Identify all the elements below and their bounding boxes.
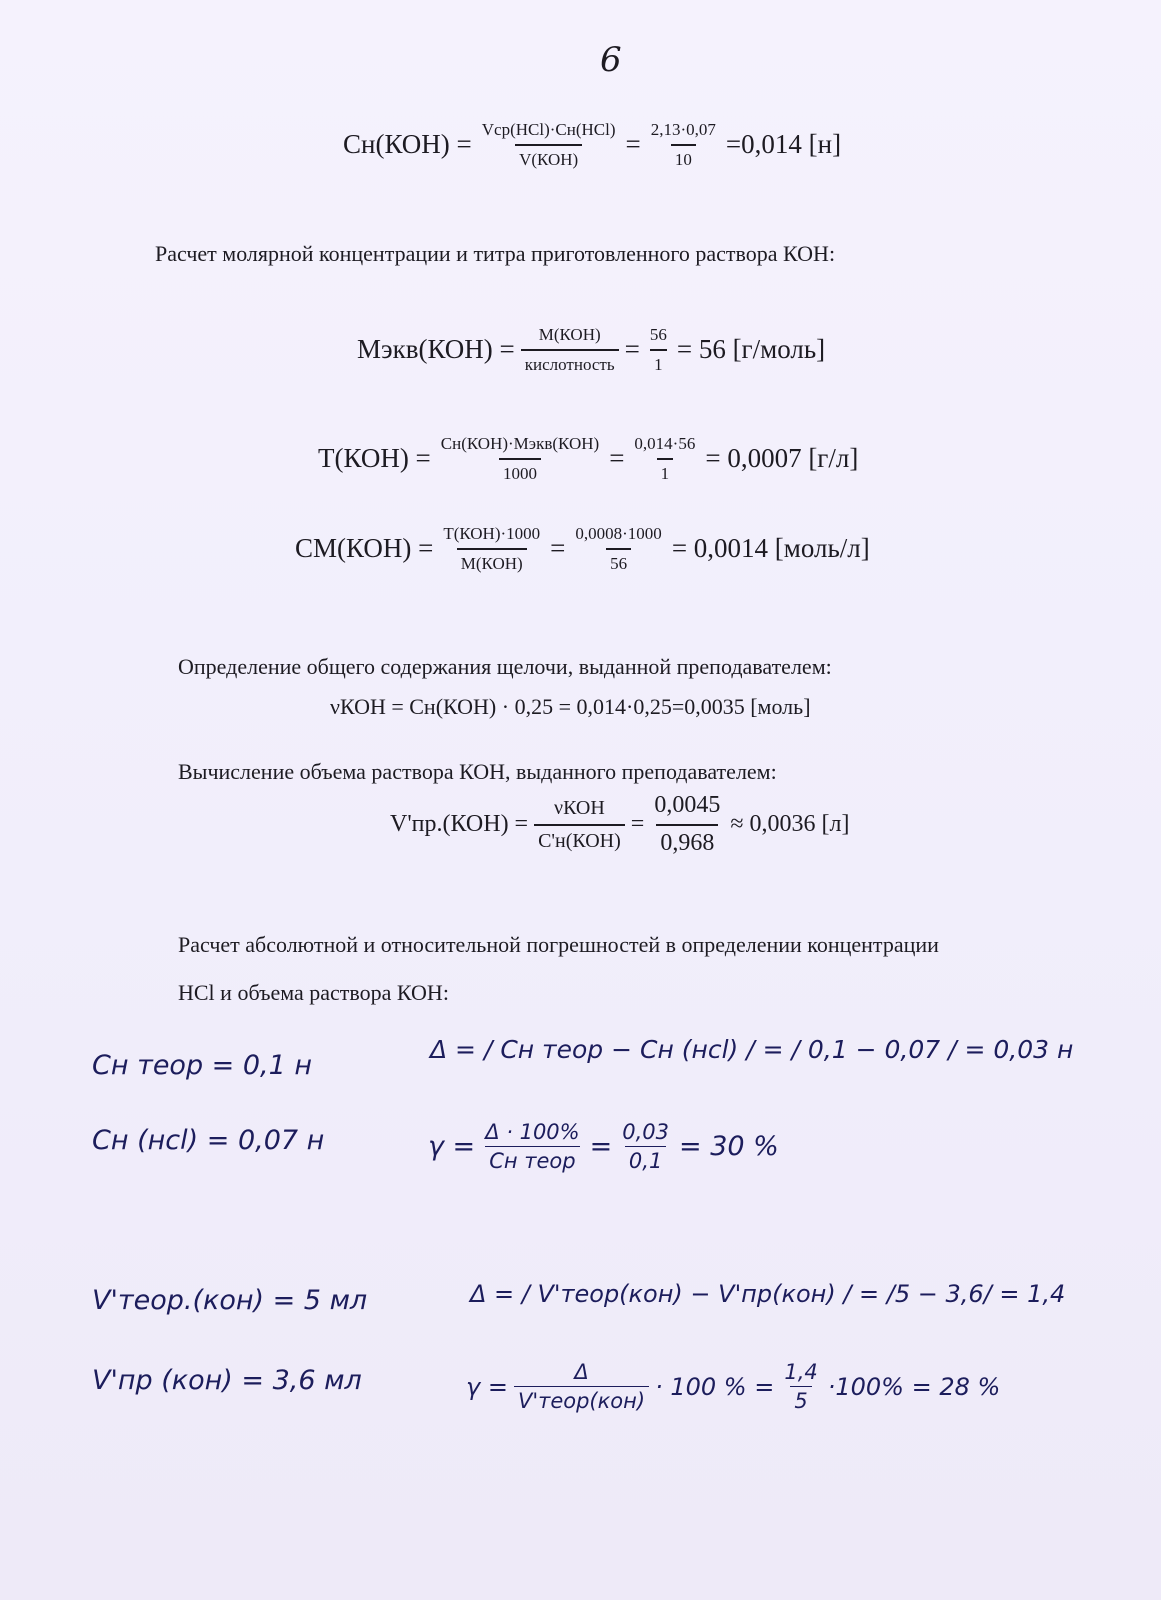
fraction: $\frac{0,0008\cdot 1000}{56}$ [575,524,662,573]
hw-gamma-2: γ = Δ V'теор(кон) · 100 % = $\frac{1,4}{5}$ ·100% = 28 % [466,1360,1001,1413]
formula-t-koh: Т(КОН) = Сн(КОН)·Мэкв(КОН) 1000 = $\frac{0,014\cdot 56}{1}$ = 0,0007 [г/л] [318,434,859,483]
fraction: Сн(КОН)·Мэкв(КОН) 1000 [440,434,600,483]
hw-v-teor: V'теор.(кон) = 5 мл [92,1285,368,1316]
hw-delta-2: Δ = / V'теор(кон) − V'пр(кон) / = /5 − 3,6/ = 1,4 [470,1280,1066,1308]
heading-error-1: Расчет абсолютной и относительной погрешностей в определении концентрации [178,932,939,957]
page-number: 6 [600,40,622,80]
heading-alkali: Определение общего содержания щелочи, выданной преподавателем: [178,654,832,679]
fraction: M(КОН) кислотность [521,325,619,374]
fraction: Δ V'теор(кон) [514,1360,649,1413]
formula-v-pr: V'пр.(КОН) = νКОН С'н(КОН) = $\frac{0,0045}{0,968}$ ≈ 0,0036 [л] [390,792,850,856]
fraction: $\frac{56}{1}$ [649,325,667,374]
hw-delta-1: Δ = / Сн теор − Сн (нсl) / = / 0,1 − 0,07 / = 0,03 н [430,1035,1074,1064]
fraction: Δ · 100% Сн теор [485,1120,580,1173]
hw-c-hcl: Сн (нсl) = 0,07 н [92,1125,325,1156]
heading-volume: Вычисление объема раствора КОН, выданного преподавателем: [178,759,777,784]
hw-c-teor: Сн теор = 0,1 н [92,1050,313,1081]
hw-v-pr: V'пр (кон) = 3,6 мл [92,1365,362,1396]
formula-meq-koh: Mэкв(КОН) = M(КОН) кислотность = $\frac{56}{1}$ = 56 [г/моль] [357,325,826,374]
fraction: νКОН С'н(КОН) [534,797,625,853]
formula-nu-koh: νКОН = Сн(КОН) · 0,25 = 0,014·0,25=0,0035 [моль] [330,694,811,719]
fraction: Т(КОН)·1000 М(КОН) [443,524,541,573]
formula-cm-koh: СМ(КОН) = Т(КОН)·1000 М(КОН) = $\frac{0,0008\cdot 1000}{56}$ = 0,0014 [моль/л] [295,524,870,573]
fraction: Vср(HCl)·Сн(HCl) V(КОН) [481,120,616,169]
fraction: $\frac{2,13\cdot 0,07}{10}$ [650,120,716,169]
heading-error-2: HCl и объема раствора КОН: [178,980,449,1005]
fraction: $\frac{0,0045}{0,968}$ [654,792,721,856]
formula-cn-koh: Сн(КОН) = Vср(HCl)·Сн(HCl) V(КОН) = $\frac{2,13\cdot 0,07}{10}$ =0,014 [н] [343,120,842,169]
fraction: $\frac{1,4}{5}$ [784,1360,818,1413]
hw-gamma-1: γ = Δ · 100% Сн теор = $\frac{0,03}{0,1}$ = 30 % [428,1120,779,1173]
fraction: $\frac{0,014\cdot 56}{1}$ [634,434,696,483]
heading-molar: Расчет молярной концентрации и титра приготовленного раствора КОН: [155,241,836,266]
fraction: $\frac{0,03}{0,1}$ [622,1120,670,1173]
